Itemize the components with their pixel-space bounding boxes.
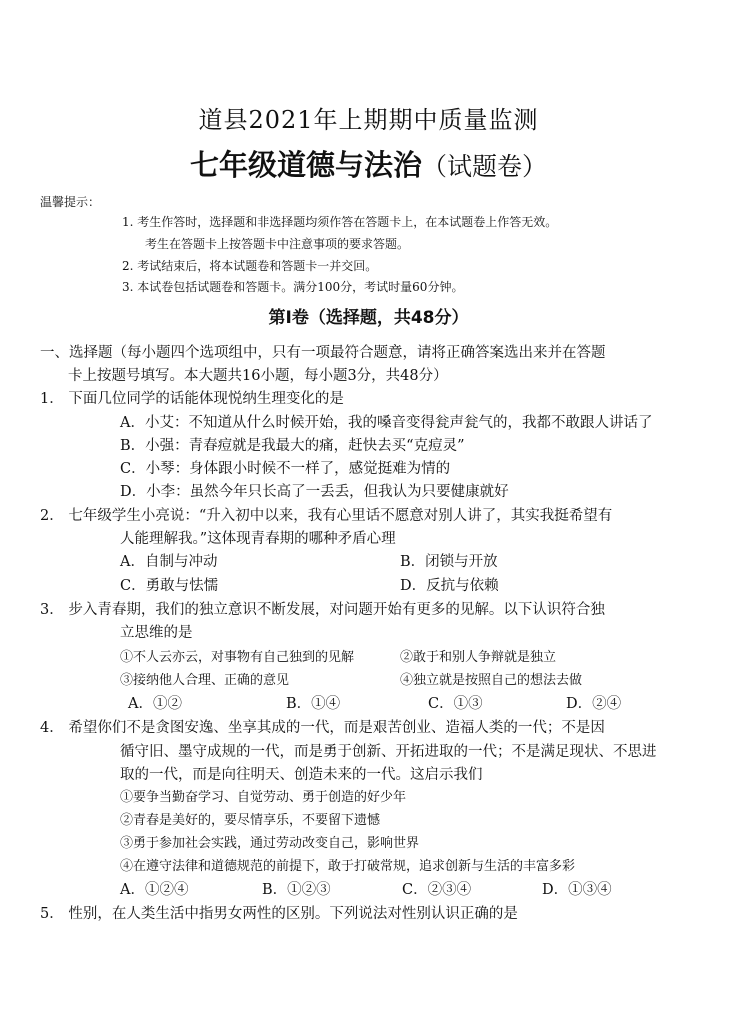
statement: ③勇于参加社会实践，通过劳动改变自己，影响世界 [120, 836, 420, 851]
paper-type: （试题卷） [422, 152, 548, 181]
question-stem: 5． 性别，在人类生活中指男女两性的区别。下列说法对性别认识正确的是 [40, 906, 518, 922]
option-c: C．小琴：身体跟小时候不一样了，感觉挺难为情的 [120, 461, 451, 477]
question-stem: 4． 希望你们不是贪图安逸、坐享其成的一代，而是艰苦创业、造福人类的一代；不是因 [40, 720, 605, 736]
section-title: 第Ⅰ卷（选择题，共48分） [268, 308, 469, 328]
subject-name: 七年级道德与法治 [189, 148, 422, 182]
tip-line: 2. 考试结束后，将本试题卷和答题卡一并交回。 [122, 259, 378, 273]
statement: ①不人云亦云，对事物有自己独到的见解 [120, 650, 355, 665]
question-stem: 2． 七年级学生小亮说：“升入初中以来，我有心里话不愿意对别人讲了，其实我挺希望有 [40, 508, 613, 524]
tip-line: 1. 考生作答时，选择题和非选择题均须作答在答题卡上，在本试题卷上作答无效。 [122, 215, 558, 229]
question-stem: 3． 步入青春期，我们的独立意识不断发展，对问题开始有更多的见解。以下认识符合独 [40, 602, 605, 618]
question-stem: 人能理解我。”这体现青春期的哪种矛盾心理 [120, 531, 396, 547]
subject-title [0, 143, 737, 184]
statement: ④独立就是按照自己的想法去做 [400, 673, 583, 688]
tips-label: 温馨提示： [40, 195, 101, 209]
option-c: C．勇敢与怯懦 [120, 578, 219, 594]
question-stem: 取的一代，而是向往明天、创造未来的一代。这启示我们 [120, 767, 483, 783]
option-b: B．闭锁与开放 [400, 554, 498, 570]
tip-line: 考生在答题卡上按答题卡中注意事项的要求答题。 [145, 237, 410, 251]
option-d: D．①③④ [542, 882, 612, 898]
part-instructions: 卡上按题号填写。本大题共16小题，每小题3分，共48分） [68, 368, 448, 384]
question-stem: 循守旧、墨守成规的一代，而是勇于创新、开拓进取的一代；不是满足现状、不思进 [120, 744, 657, 760]
option-c: C．②③④ [402, 882, 472, 898]
option-d: D．反抗与依赖 [400, 578, 499, 594]
part-instructions: 一、选择题（每小题四个选项组中，只有一项最符合题意，请将正确答案选出来并在答题 [40, 345, 606, 361]
statement: ③接纳他人合理、正确的意见 [120, 673, 290, 688]
statement: ②敢于和别人争辩就是独立 [400, 650, 557, 665]
option-b: B．①②③ [262, 882, 331, 898]
option-c: C．①③ [428, 696, 483, 712]
option-b: B．①④ [286, 696, 341, 712]
option-a: A．小艾：不知道从什么时候开始，我的嗓音变得瓮声瓮气的，我都不敢跟人讲话了 [120, 415, 653, 431]
tip-line: 3. 本试卷包括试题卷和答题卡。满分100分，考试时量60分钟。 [122, 280, 464, 294]
option-a: A．①② [128, 696, 182, 712]
option-d: D．②④ [566, 696, 622, 712]
statement: ②青春是美好的，要尽情享乐，不要留下遗憾 [120, 813, 381, 828]
question-stem: 1． 下面几位同学的话能体现悦纳生理变化的是 [40, 391, 344, 407]
option-a: A．①②④ [120, 882, 189, 898]
exam-title: 道县2021年上期期中质量监测 [198, 106, 539, 134]
option-a: A．自制与冲动 [120, 554, 218, 570]
statement: ④在遵守法律和道德规范的前提下，敢于打破常规，追求创新与生活的丰富多彩 [120, 859, 576, 874]
statement: ①要争当勤奋学习、自觉劳动、勇于创造的好少年 [120, 790, 407, 805]
question-stem: 立思维的是 [120, 625, 193, 641]
option-d: D．小李：虽然今年只长高了一丢丢，但我认为只要健康就好 [120, 484, 509, 500]
option-b: B．小强：青春痘就是我最大的痛，赶快去买“克痘灵” [120, 438, 465, 454]
